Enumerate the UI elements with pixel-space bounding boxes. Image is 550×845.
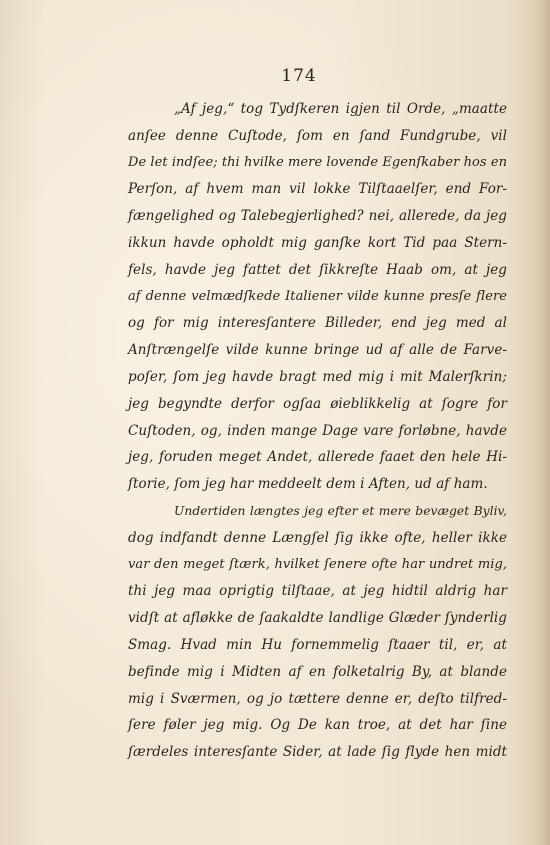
text-line: af denne velmædſkede Italiener vilde kunne presſe flere: [128, 288, 507, 304]
text-line: „Af jeg,“ tog Tydſkeren igjen til Orde, „maatte: [174, 101, 507, 117]
text-line: ſtorie, ſom jeg har meddeelt dem i Aften, ud af ham.: [128, 476, 488, 493]
text-line: ſere føler jeg mig. Og De kan troe, at det har ſine: [128, 717, 507, 734]
text-line: Undertiden længtes jeg efter et mere bevæget Byliv,: [174, 503, 507, 518]
text-line: De let indſee; thi hvilke mere lovende Egenſkaber hos en: [128, 154, 507, 170]
text-line: og for mig interesſantere Billeder, end jeg med al: [128, 315, 507, 332]
text-line: Smag. Hvad min Hu fornemmelig ſtaaer til, er, at: [128, 636, 507, 653]
text-line: Anſtrængelſe vilde kunne bringe ud af alle de Farve-: [128, 342, 507, 359]
text-line: ikkun havde opholdt mig ganſke kort Tid paa Stern-: [128, 234, 507, 251]
text-line: fels, havde jeg fattet det ſikkreſte Haab om, at jeg: [128, 261, 507, 278]
page-number: 174: [281, 66, 317, 86]
text-line: jeg, foruden meget Andet, allerede faaet den hele Hi-: [128, 449, 507, 466]
text-line: fængelighed og Talebegjerlighed? nei, allerede, da jeg: [128, 208, 507, 225]
text-line: befinde mig i Midten af en folketalrig By, at blande: [128, 663, 507, 680]
text-line: var den meget ſtærk, hvilket ſenere ofte har undret mig,: [128, 556, 507, 572]
page-text: [128, 96, 507, 766]
text-line: ſærdeles interesſante Sider, at lade ſig flyde hen midt: [128, 744, 507, 761]
text-line: thi jeg maa oprigtig tilſtaae, at jeg hidtil aldrig har: [128, 583, 507, 600]
text-line: Cuſtoden, og, inden mange Dage vare forløbne, havde: [128, 422, 507, 439]
text-line: Perſon, af hvem man vil lokke Tilſtaaelſer, end For-: [128, 181, 507, 198]
text-line: vidſt at afløkke de ſaakaldte landlige Glæder ſynderlig: [128, 610, 507, 627]
text-line: poſer, ſom jeg havde bragt med mig i mit Malerſkrin;: [128, 368, 507, 385]
text-line: mig i Sværmen, og jo tættere denne er, deſto tilfred-: [128, 690, 507, 707]
text-line: jeg begyndte derfor ogſaa øieblikkelig at ſogre for: [128, 395, 507, 412]
text-line: dog indfandt denne Længſel ſig ikke ofte, heller ikke: [128, 529, 507, 546]
text-line: anſee denne Cuſtode, ſom en ſand Fundgrube, vil: [128, 127, 507, 144]
